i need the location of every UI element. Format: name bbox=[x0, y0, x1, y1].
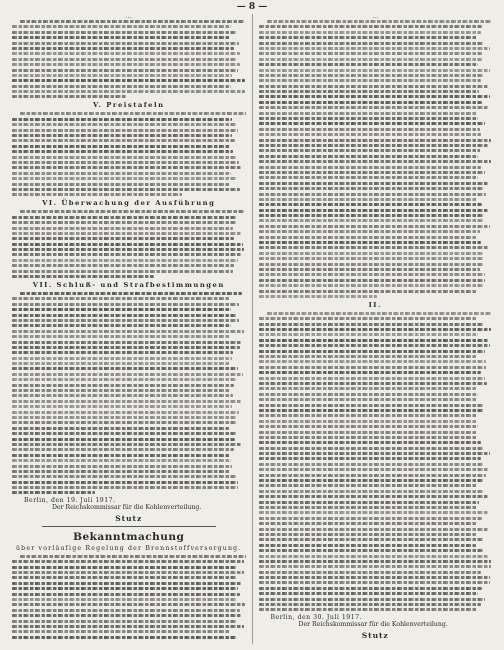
text-columns bbox=[12, 14, 492, 644]
text-line bbox=[12, 129, 238, 132]
text-line bbox=[12, 123, 236, 126]
text-line bbox=[12, 275, 154, 278]
dateline-right: Berlin, den 30. Juli 1917. bbox=[270, 613, 363, 621]
text-line bbox=[259, 581, 490, 584]
text-line bbox=[259, 350, 485, 353]
text-line bbox=[259, 371, 481, 374]
text-line bbox=[259, 517, 483, 520]
text-line bbox=[12, 630, 230, 633]
text-line bbox=[259, 355, 476, 358]
text-line bbox=[12, 454, 230, 457]
text-line bbox=[12, 36, 230, 39]
office-line: Der Reichskommissar für die Kohlenverteilung. bbox=[52, 504, 202, 512]
text-line bbox=[259, 603, 482, 606]
text-line bbox=[20, 20, 245, 23]
text-line bbox=[259, 58, 483, 61]
text-line bbox=[259, 279, 486, 282]
text-line bbox=[12, 459, 231, 462]
text-line bbox=[259, 106, 489, 109]
text-line bbox=[12, 25, 231, 28]
text-line bbox=[267, 20, 492, 23]
text-line bbox=[12, 237, 234, 240]
text-line bbox=[259, 139, 491, 142]
text-line bbox=[259, 122, 486, 125]
illegible-text-marker: … bbox=[125, 14, 132, 20]
text-line bbox=[267, 312, 493, 315]
text-line bbox=[259, 63, 478, 66]
text-line bbox=[259, 144, 489, 147]
text-line bbox=[12, 227, 233, 230]
text-line bbox=[12, 58, 237, 61]
text-line bbox=[12, 166, 242, 169]
text-line bbox=[12, 432, 237, 435]
text-line bbox=[259, 284, 484, 287]
dateline: Berlin, den 19. Juli 1917. bbox=[24, 496, 116, 504]
text-line bbox=[12, 79, 245, 82]
text-line bbox=[259, 576, 491, 579]
text-line bbox=[259, 468, 489, 471]
text-line bbox=[12, 614, 241, 617]
text-line bbox=[12, 264, 234, 267]
text-line bbox=[12, 593, 240, 596]
text-line bbox=[12, 636, 237, 639]
text-line bbox=[12, 31, 236, 34]
text-line bbox=[259, 457, 482, 460]
text-line bbox=[12, 465, 232, 468]
text-line bbox=[12, 405, 232, 408]
text-line bbox=[259, 463, 484, 466]
illegible-text-marker: … bbox=[372, 14, 379, 20]
text-line bbox=[259, 387, 476, 390]
text-line bbox=[259, 555, 489, 558]
text-line bbox=[12, 560, 244, 563]
section-heading-preistafeln: V. Preistafeln bbox=[92, 101, 165, 110]
text-line bbox=[20, 112, 246, 115]
text-line bbox=[259, 117, 478, 120]
text-line bbox=[12, 341, 241, 344]
text-line bbox=[12, 253, 241, 256]
text-line bbox=[259, 182, 490, 185]
text-line bbox=[259, 90, 480, 93]
text-line bbox=[259, 193, 486, 196]
text-line bbox=[12, 448, 234, 451]
text-line bbox=[259, 112, 478, 115]
text-line bbox=[259, 317, 478, 320]
office-line-right: Der Reichskommissar für die Kohlenverteilung. bbox=[298, 621, 448, 629]
text-line bbox=[259, 420, 477, 423]
section-heading-strafbestimmungen: VII. Schluß- und Strafbestimmungen bbox=[32, 281, 225, 290]
text-line bbox=[259, 339, 490, 342]
text-line bbox=[259, 490, 483, 493]
text-line bbox=[12, 74, 232, 77]
text-line bbox=[12, 183, 230, 186]
text-line bbox=[12, 69, 238, 72]
text-line bbox=[20, 210, 244, 213]
text-line bbox=[20, 292, 242, 295]
text-line bbox=[12, 134, 232, 137]
text-line bbox=[12, 47, 234, 50]
text-line bbox=[12, 139, 235, 142]
text-line bbox=[259, 495, 489, 498]
text-line bbox=[259, 484, 478, 487]
text-line bbox=[12, 216, 236, 219]
text-line bbox=[259, 166, 482, 169]
text-line bbox=[12, 150, 233, 153]
text-line bbox=[259, 155, 478, 158]
text-line bbox=[259, 214, 484, 217]
text-line bbox=[259, 587, 482, 590]
text-line bbox=[12, 308, 231, 311]
text-line bbox=[259, 441, 481, 444]
text-line bbox=[12, 576, 237, 579]
text-line bbox=[12, 470, 230, 473]
text-line bbox=[259, 544, 476, 547]
text-line bbox=[12, 571, 244, 574]
text-line bbox=[12, 248, 244, 251]
text-line bbox=[259, 128, 481, 131]
bekanntmachung-subtitle: über vorläufige Regelung der Brennstoffversorgung. bbox=[15, 544, 242, 552]
text-line bbox=[12, 620, 237, 623]
section-rule bbox=[42, 526, 216, 527]
text-line bbox=[259, 592, 479, 595]
text-line bbox=[259, 187, 485, 190]
text-line bbox=[12, 118, 232, 121]
text-line bbox=[259, 474, 486, 477]
text-line bbox=[12, 438, 235, 441]
text-line bbox=[259, 425, 479, 428]
text-line bbox=[12, 481, 238, 484]
text-line bbox=[259, 79, 482, 82]
paragraph-preistafeln bbox=[12, 112, 246, 196]
text-line bbox=[259, 533, 477, 536]
text-line bbox=[12, 357, 232, 360]
paragraph-bekanntmachung bbox=[12, 555, 246, 639]
text-line bbox=[259, 501, 479, 504]
text-line bbox=[259, 225, 491, 228]
text-line bbox=[259, 431, 478, 434]
text-line bbox=[259, 560, 492, 563]
text-line bbox=[259, 290, 476, 293]
text-line bbox=[259, 452, 491, 455]
signature-right: Stutz bbox=[361, 630, 389, 640]
text-line bbox=[12, 52, 240, 55]
text-line bbox=[12, 416, 236, 419]
text-line bbox=[12, 566, 237, 569]
paragraph-strafbestimmungen bbox=[12, 292, 246, 494]
text-line bbox=[12, 232, 241, 235]
text-line bbox=[12, 314, 237, 317]
text-line bbox=[259, 95, 491, 98]
text-line bbox=[12, 95, 126, 98]
text-line bbox=[12, 421, 237, 424]
text-line bbox=[259, 414, 478, 417]
text-line bbox=[12, 486, 238, 489]
text-line bbox=[259, 565, 491, 568]
text-line bbox=[259, 52, 483, 55]
text-line bbox=[12, 603, 245, 606]
text-line bbox=[12, 270, 233, 273]
text-line bbox=[259, 101, 482, 104]
text-line bbox=[259, 333, 479, 336]
text-line bbox=[259, 506, 478, 509]
text-line bbox=[12, 491, 95, 494]
text-line bbox=[259, 344, 490, 347]
text-line bbox=[259, 328, 492, 331]
text-line bbox=[259, 263, 484, 266]
paragraph-top bbox=[12, 20, 246, 98]
bekanntmachung-title: Bekanntmachung bbox=[73, 530, 185, 543]
text-line bbox=[259, 393, 478, 396]
text-line bbox=[12, 378, 237, 381]
text-line bbox=[259, 538, 483, 541]
text-line bbox=[259, 528, 488, 531]
text-line bbox=[12, 625, 244, 628]
text-line bbox=[259, 25, 483, 28]
text-line bbox=[259, 366, 486, 369]
text-line bbox=[259, 377, 486, 380]
text-line bbox=[12, 362, 230, 365]
text-line bbox=[12, 367, 238, 370]
text-line bbox=[259, 236, 477, 239]
paragraph-r1 bbox=[259, 20, 493, 298]
text-line bbox=[259, 268, 480, 271]
text-line bbox=[12, 85, 231, 88]
column-divider bbox=[252, 14, 253, 644]
text-line bbox=[12, 172, 231, 175]
text-line bbox=[259, 382, 487, 385]
text-line bbox=[12, 177, 237, 180]
text-line bbox=[259, 252, 485, 255]
text-line bbox=[259, 511, 489, 514]
text-line bbox=[12, 411, 239, 414]
left-column bbox=[12, 14, 246, 644]
text-line bbox=[12, 330, 244, 333]
text-line bbox=[259, 133, 481, 136]
text-line bbox=[12, 587, 238, 590]
text-line bbox=[12, 63, 240, 66]
text-line bbox=[259, 203, 482, 206]
text-line bbox=[259, 295, 377, 298]
text-line bbox=[259, 257, 484, 260]
text-line bbox=[12, 161, 239, 164]
text-line bbox=[259, 31, 482, 34]
text-line bbox=[12, 303, 239, 306]
text-line bbox=[259, 42, 484, 45]
section-heading-r-ii: II. bbox=[368, 300, 382, 309]
text-line bbox=[259, 198, 478, 201]
text-line bbox=[12, 351, 233, 354]
text-line bbox=[259, 404, 484, 407]
text-line bbox=[259, 219, 483, 222]
signature: Stutz bbox=[115, 513, 143, 523]
text-line bbox=[259, 230, 480, 233]
text-line bbox=[259, 47, 491, 50]
text-line bbox=[259, 36, 477, 39]
paragraph-ueberwachung bbox=[12, 210, 246, 278]
text-line bbox=[12, 598, 236, 601]
text-line bbox=[12, 475, 236, 478]
text-line bbox=[259, 447, 484, 450]
text-line bbox=[12, 427, 229, 430]
text-line bbox=[12, 389, 230, 392]
text-line bbox=[259, 171, 485, 174]
text-line bbox=[12, 400, 242, 403]
text-line bbox=[12, 90, 245, 93]
text-line bbox=[12, 335, 230, 338]
text-line bbox=[12, 156, 237, 159]
text-line bbox=[12, 297, 229, 300]
text-line bbox=[12, 324, 231, 327]
text-line bbox=[259, 323, 483, 326]
text-line bbox=[12, 42, 239, 45]
text-line bbox=[259, 176, 478, 179]
text-line bbox=[259, 479, 484, 482]
paragraph-r2 bbox=[259, 312, 493, 611]
section-heading-ueberwachung: VI. Überwachung der Ausführung bbox=[42, 199, 216, 208]
text-line bbox=[259, 160, 492, 163]
text-line bbox=[12, 221, 237, 224]
text-line bbox=[259, 409, 485, 412]
text-line bbox=[259, 273, 485, 276]
text-line bbox=[259, 360, 486, 363]
text-line bbox=[259, 608, 478, 611]
text-line bbox=[20, 555, 246, 558]
page-number: — 8 — bbox=[236, 2, 268, 12]
text-line bbox=[259, 436, 478, 439]
text-line bbox=[12, 243, 243, 246]
text-line bbox=[12, 193, 182, 196]
text-line bbox=[259, 69, 490, 72]
text-line bbox=[12, 394, 233, 397]
text-line bbox=[259, 149, 481, 152]
text-line bbox=[259, 598, 486, 601]
text-line bbox=[259, 549, 483, 552]
text-line bbox=[12, 443, 241, 446]
text-line bbox=[259, 85, 488, 88]
text-line bbox=[259, 246, 489, 249]
text-line bbox=[259, 522, 476, 525]
text-line bbox=[12, 609, 240, 612]
text-line bbox=[12, 373, 243, 376]
text-line bbox=[12, 188, 240, 191]
text-line bbox=[259, 241, 482, 244]
text-line bbox=[12, 384, 234, 387]
text-line bbox=[12, 582, 242, 585]
text-line bbox=[12, 259, 238, 262]
text-line bbox=[259, 209, 488, 212]
text-line bbox=[259, 571, 481, 574]
text-line bbox=[259, 74, 485, 77]
text-line bbox=[259, 398, 477, 401]
text-line bbox=[12, 319, 239, 322]
text-line bbox=[12, 346, 240, 349]
text-line bbox=[12, 145, 230, 148]
right-column bbox=[259, 14, 493, 644]
